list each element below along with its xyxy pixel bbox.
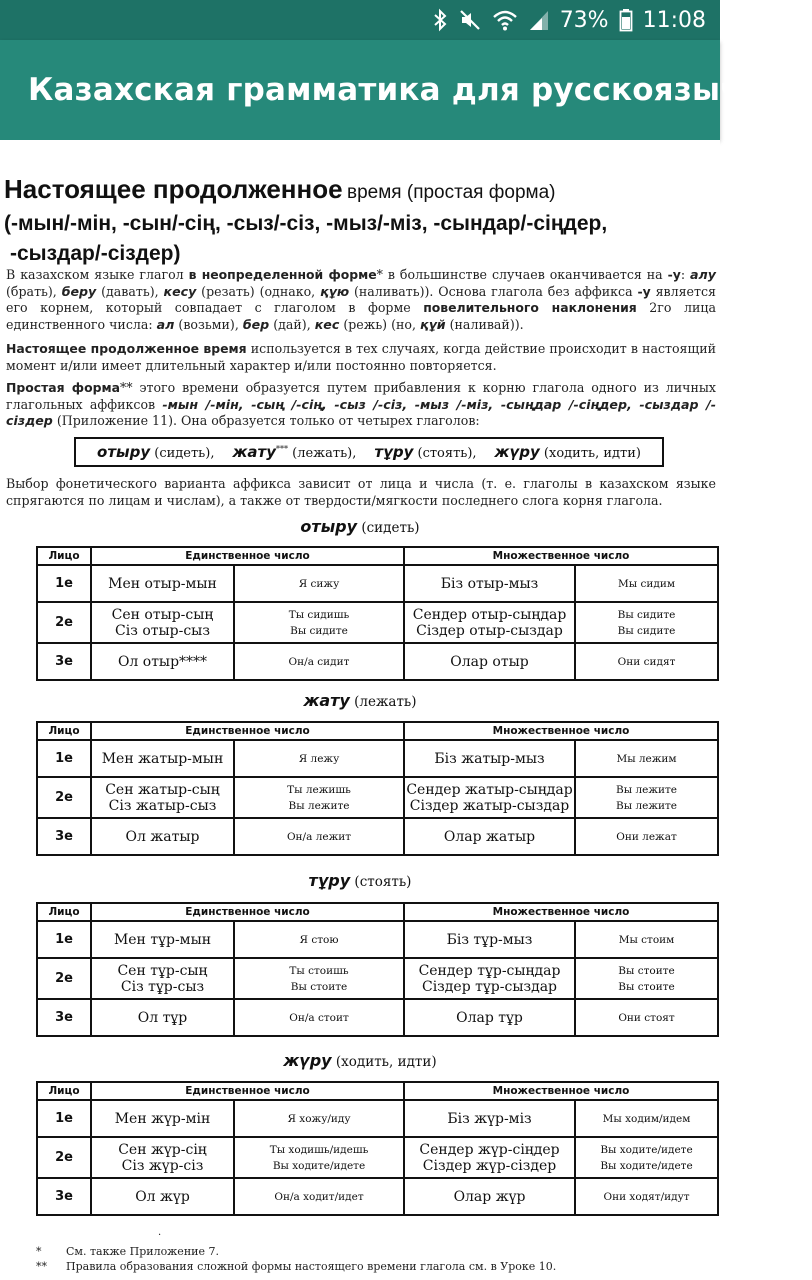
table-row	[37, 999, 718, 1036]
table-row	[37, 602, 718, 643]
plural-kazakh: Біз тұр-мыз	[404, 921, 575, 958]
singular-russian: Ты стоишь Вы стоите	[234, 958, 404, 999]
singular-kazakh: Сен жүр-сің Сіз жүр-сіз	[91, 1137, 234, 1178]
singular-kazakh: Мен жатыр-мын	[91, 740, 234, 777]
four-verbs-box: отыру (сидеть), жату*** (лежать), тұру (стоять), жүру (ходить, идти)	[74, 437, 664, 467]
face-cell: 1е	[37, 921, 91, 958]
heading-subtitle: время (простая форма)	[347, 182, 556, 203]
table-row	[37, 1100, 718, 1137]
face-cell: 2е	[37, 777, 91, 818]
face-cell: 3е	[37, 999, 91, 1036]
plural-russian: Мы стоим	[575, 921, 718, 958]
col-header-singular: Единственное число	[91, 903, 404, 921]
paragraph-infinitive: В казахском языке глагол в неопределенной форме* в большинстве случаев оканчивается на -у: алу (брать), беру (давать), кесу (резать) (однако, құю (наливать)). Основа глагола без аффикса -у является его корнем, который совпадает с глаголом в форме повелительного наклонения 2го лица единственного числа: ал (возьми), бер (дай), кес (режь) (но, құй (наливай)).	[6, 267, 716, 332]
table-row	[37, 958, 718, 999]
plural-russian: Мы ходим/идем	[575, 1100, 718, 1137]
plural-kazakh: Олар тұр	[404, 999, 575, 1036]
heading-affixes-2: -сыздар/-сіздер)	[10, 242, 181, 265]
col-header-plural: Множественное число	[404, 903, 718, 921]
col-header-singular: Единственное число	[91, 722, 404, 740]
singular-russian: Я хожу/иду	[234, 1100, 404, 1137]
plural-russian: Вы ходите/идете Вы ходите/идете	[575, 1137, 718, 1178]
battery-percent: 73%	[559, 7, 609, 33]
singular-kazakh: Ол тұр	[91, 999, 234, 1036]
singular-russian: Я лежу	[234, 740, 404, 777]
col-header-face: Лицо	[37, 903, 91, 921]
face-cell: 2е	[37, 958, 91, 999]
plural-kazakh: Біз отыр-мыз	[404, 565, 575, 602]
battery-icon	[619, 6, 633, 34]
stray-mark: .	[158, 1227, 162, 1238]
plural-kazakh: Біз жатыр-мыз	[404, 740, 575, 777]
plural-kazakh: Сендер жүр-сіңдер Сіздер жүр-сіздер	[404, 1137, 575, 1178]
singular-kazakh: Мен отыр-мын	[91, 565, 234, 602]
singular-kazakh: Ол жатыр	[91, 818, 234, 855]
bluetooth-icon	[432, 6, 448, 34]
col-header-singular: Единственное число	[91, 547, 404, 565]
plural-kazakh: Олар отыр	[404, 643, 575, 680]
clock: 11:08	[642, 7, 706, 33]
col-header-face: Лицо	[37, 1082, 91, 1100]
face-cell: 1е	[37, 565, 91, 602]
col-header-plural: Множественное число	[404, 1082, 718, 1100]
heading-title: Настоящее продолженное	[4, 174, 343, 204]
singular-kazakh: Сен тұр-сың Сіз тұр-сыз	[91, 958, 234, 999]
singular-russian: Он/а лежит	[234, 818, 404, 855]
plural-kazakh: Біз жүр-міз	[404, 1100, 575, 1137]
footnotes	[36, 1244, 716, 1274]
face-cell: 3е	[37, 643, 91, 680]
verb-title: тұру (стоять)	[308, 871, 412, 890]
face-cell: 2е	[37, 602, 91, 643]
singular-russian: Он/а стоит	[234, 999, 404, 1036]
col-header-face: Лицо	[37, 547, 91, 565]
plural-kazakh: Олар жатыр	[404, 818, 575, 855]
app-title: Казахская грамматика для русскоязычных	[28, 72, 812, 108]
table-row	[37, 921, 718, 958]
singular-kazakh: Ол жүр	[91, 1178, 234, 1215]
face-cell: 3е	[37, 1178, 91, 1215]
conjugation-table	[36, 721, 719, 856]
plural-russian: Вы лежите Вы лежите	[575, 777, 718, 818]
face-cell: 2е	[37, 1137, 91, 1178]
conjugation-table	[36, 546, 719, 681]
col-header-plural: Множественное число	[404, 722, 718, 740]
footnote-2: ** Правила образования сложной формы настоящего времени глагола см. в Уроке 10.	[36, 1260, 557, 1273]
singular-russian: Он/а ходит/идет	[234, 1178, 404, 1215]
singular-kazakh: Сен жатыр-сың Сіз жатыр-сыз	[91, 777, 234, 818]
table-row	[37, 777, 718, 818]
plural-kazakh: Сендер тұр-сыңдар Сіздер тұр-сыздар	[404, 958, 575, 999]
plural-kazakh: Сендер отыр-сыңдар Сіздер отыр-сыздар	[404, 602, 575, 643]
face-cell: 1е	[37, 740, 91, 777]
footnote-1: * См. также Приложение 7.	[36, 1245, 219, 1258]
verb-title: отыру (сидеть)	[300, 517, 420, 536]
singular-russian: Он/а сидит	[234, 643, 404, 680]
plural-russian: Вы стоите Вы стоите	[575, 958, 718, 999]
table-row	[37, 1137, 718, 1178]
status-bar	[0, 0, 720, 40]
paragraph-usage: Настоящее продолженное время используется в тех случаях, когда действие происходит в настоящий момент и/или имеет длительный характер и/или постоянно повторяется.	[6, 341, 716, 373]
singular-russian: Ты ходишь/идешь Вы ходите/идете	[234, 1137, 404, 1178]
conjugation-table	[36, 902, 719, 1037]
heading-affixes-1: (-мын/-мін, -сын/-сің, -сыз/-сіз, -мыз/-міз, -сындар/-сіңдер,	[4, 212, 608, 235]
plural-russian: Они лежат	[575, 818, 718, 855]
section-heading	[4, 174, 716, 269]
table-row	[37, 818, 718, 855]
table-row	[37, 643, 718, 680]
plural-russian: Мы сидим	[575, 565, 718, 602]
app-bar	[0, 40, 812, 140]
table-row	[37, 740, 718, 777]
plural-russian: Вы сидите Вы сидите	[575, 602, 718, 643]
singular-kazakh: Мен жүр-мін	[91, 1100, 234, 1137]
paragraph-simple-form: Простая форма** этого времени образуется путем прибавления к корню глагола одного из личных глагольных аффиксов -мын /-мін, -сың /-сің, -сыз /-сіз, -мыз /-міз, -сыңдар /-сіңдер, -сыздар /-сіздер (Приложение 11). Она образуется только от четырех глаголов:	[6, 380, 716, 429]
col-header-singular: Единственное число	[91, 1082, 404, 1100]
singular-kazakh: Ол отыр****	[91, 643, 234, 680]
col-header-face: Лицо	[37, 722, 91, 740]
singular-russian: Я сижу	[234, 565, 404, 602]
conjugation-table	[36, 1081, 719, 1216]
page-content[interactable]	[0, 140, 720, 1280]
face-cell: 3е	[37, 818, 91, 855]
singular-kazakh: Сен отыр-сың Сіз отыр-сыз	[91, 602, 234, 643]
col-header-plural: Множественное число	[404, 547, 718, 565]
verb-title: жату (лежать)	[303, 691, 417, 710]
table-row	[37, 565, 718, 602]
singular-russian: Ты лежишь Вы лежите	[234, 777, 404, 818]
face-cell: 1е	[37, 1100, 91, 1137]
singular-kazakh: Мен тұр-мын	[91, 921, 234, 958]
plural-russian: Они стоят	[575, 999, 718, 1036]
verb-title: жүру (ходить, идти)	[283, 1051, 437, 1070]
plural-russian: Они сидят	[575, 643, 718, 680]
singular-russian: Ты сидишь Вы сидите	[234, 602, 404, 643]
plural-kazakh: Сендер жатыр-сыңдар Сіздер жатыр-сыздар	[404, 777, 575, 818]
plural-russian: Мы лежим	[575, 740, 718, 777]
singular-russian: Я стою	[234, 921, 404, 958]
signal-icon	[528, 6, 550, 34]
mute-icon	[458, 6, 482, 34]
plural-russian: Они ходят/идут	[575, 1178, 718, 1215]
plural-kazakh: Олар жүр	[404, 1178, 575, 1215]
wifi-icon	[492, 6, 518, 34]
table-row	[37, 1178, 718, 1215]
paragraph-phonetic: Выбор фонетического варианта аффикса зависит от лица и числа (т. е. глаголы в казахском языке спрягаются по лицам и числам), а также от твердости/мягкости последнего слога корня глагола.	[6, 476, 716, 508]
